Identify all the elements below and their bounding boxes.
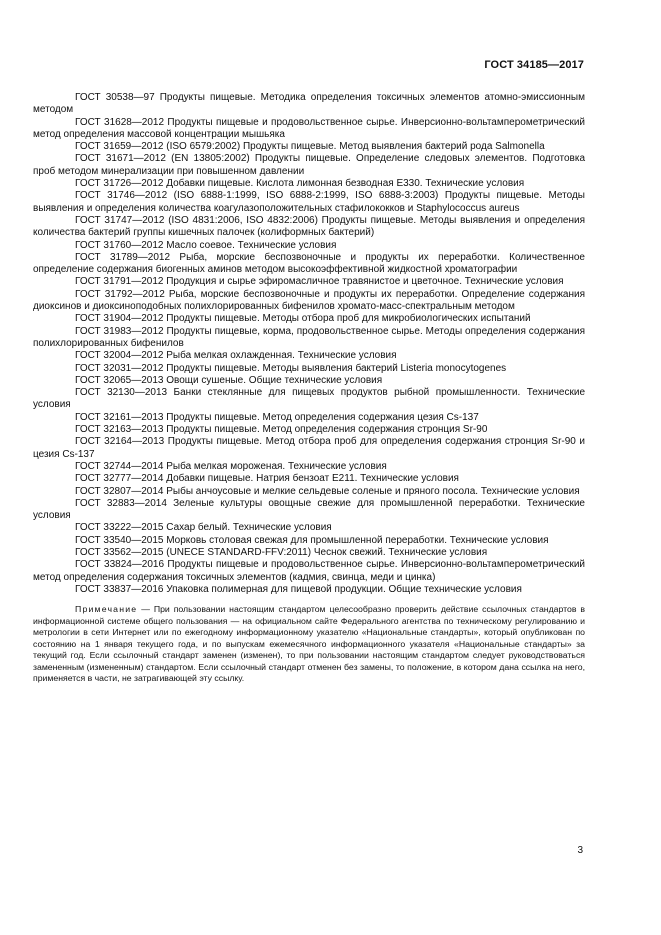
reference-item: ГОСТ 32004—2012 Рыба мелкая охлажденная. Технические условия [75, 350, 397, 362]
reference-item: ГОСТ 31659—2012 (ISO 6579:2002) Продукты пищевые. Метод выявления бактерий рода Salmonella [75, 141, 545, 153]
reference-item: ГОСТ 31791—2012 Продукция и сырье эфиромасличное травянистое и цветочное. Технические условия [75, 276, 564, 288]
note-text: — При пользовании настоящим стандартом целесообразно проверить действие ссылочных стандартов в информационной системе общего пользования — на официальном сайте Федерального агентства по техническому регулированию и метрологии в сети Интернет или по ежегодному информационному указателю «Национальные стандарты», который опубликован по состоянию на 1 января текущего года, и по выпускам ежемесячного информационного указателя «Национальные стандарты» за текущий год. Если ссылочный стандарт заменен (изменен), то при пользовании настоящим стандартом следует руководствоваться замененным (измененным) стандартом. Если ссылочный стандарт отменен без замены, то положение, в котором дана ссылка на него, применяется в части, не затрагивающей эту ссылку. [33, 604, 585, 684]
reference-item: ГОСТ 32777—2014 Добавки пищевые. Натрия бензоат Е211. Технические условия [75, 473, 459, 485]
reference-item: ГОСТ 31746—2012 (ISO 6888-1:1999, ISO 6888-2:1999, ISO 6888-3:2003) Продукты пищевые. Методы выявления и определения количества коагулазоположительных стафилококков и Staphylococcus aureus [33, 190, 585, 214]
reference-item: ГОСТ 32164—2013 Продукты пищевые. Метод отбора проб для определения содержания стронция Sr-90 и цезия Cs-137 [33, 436, 585, 460]
reference-item: ГОСТ 32883—2014 Зеленые культуры овощные свежие для промышленной переработки. Технические условия [33, 497, 585, 522]
reference-item: ГОСТ 33222—2015 Сахар белый. Технические условия [75, 522, 332, 534]
reference-item: ГОСТ 30538—97 Продукты пищевые. Методика определения токсичных элементов атомно-эмиссионным методом [33, 92, 585, 116]
reference-item: ГОСТ 32130—2013 Банки стеклянные для пищевых продуктов рыбной промышленности. Технические условия [33, 387, 585, 411]
reference-item: ГОСТ 31747—2012 (ISO 4831:2006, ISO 4832:2006) Продукты пищевые. Методы выявления и определения количества бактерий группы кишечных палочек (колиформных бактерий) [33, 214, 585, 239]
reference-item: ГОСТ 32807—2014 Рыбы анчоусовые и мелкие сельдевые соленые и пряного посола. Технические условия [75, 485, 580, 497]
reference-item: ГОСТ 31983—2012 Продукты пищевые, корма, продовольственное сырье. Методы определения содержания полихлорированных бифенилов [33, 325, 585, 349]
reference-item: ГОСТ 31628—2012 Продукты пищевые и продовольственное сырье. Инверсионно-вольтамперометрический метод определения массовой концентрации мышьяка [33, 116, 585, 140]
reference-item: ГОСТ 31789—2012 Рыба, морские беспозвоночные и продукты их переработки. Количественное определение содержания биогенных аминов методом высокоэффективной жидкостной хроматографии [33, 251, 585, 276]
normative-references [33, 92, 585, 685]
reference-item: ГОСТ 31671—2012 (EN 13805:2002) Продукты пищевые. Определение следовых элементов. Подготовка проб методом минерализации при повышенном давлении [33, 153, 585, 177]
reference-item: ГОСТ 31726—2012 Добавки пищевые. Кислота лимонная безводная Е330. Технические условия [75, 178, 525, 190]
reference-item: ГОСТ 32161—2013 Продукты пищевые. Метод определения содержания цезия Cs-137 [75, 411, 479, 423]
reference-item: ГОСТ 31792—2012 Рыба, морские беспозвоночные и продукты их переработки. Определение содержания диоксинов и диоксиноподобных полихлорированных бифенилов хромато-масс-спектральным методом [33, 288, 585, 313]
reference-item: ГОСТ 33562—2015 (UNECE STANDARD-FFV:2011) Чеснок свежий. Технические условия [75, 546, 488, 558]
reference-item: ГОСТ 32163—2013 Продукты пищевые. Метод определения содержания стронция Sr-90 [75, 424, 488, 436]
note-label: Примечание [75, 604, 138, 615]
page-number: 3 [577, 845, 583, 856]
note-paragraph [33, 604, 585, 685]
reference-item: ГОСТ 31760—2012 Масло соевое. Технические условия [75, 239, 337, 251]
reference-item: ГОСТ 32031—2012 Продукты пищевые. Методы выявления бактерий Listeria monocytogenes [75, 362, 507, 374]
reference-item: ГОСТ 31904—2012 Продукты пищевые. Методы отбора проб для микробиологических испытаний [75, 313, 531, 325]
reference-item: ГОСТ 33837—2016 Упаковка полимерная для пищевой продукции. Общие технические условия [75, 583, 522, 595]
reference-item: ГОСТ 33540—2015 Морковь столовая свежая для промышленной переработки. Технические условия [75, 534, 549, 546]
reference-item: ГОСТ 33824—2016 Продукты пищевые и продовольственное сырье. Инверсионно-вольтамперометрический метод определения содержания токсичных элементов (кадмия, свинца, меди и цинка) [33, 559, 585, 583]
reference-item: ГОСТ 32744—2014 Рыба мелкая мороженая. Технические условия [75, 460, 387, 472]
standard-designation: ГОСТ 34185—2017 [484, 59, 584, 71]
reference-item: ГОСТ 32065—2013 Овощи сушеные. Общие технические условия [75, 374, 383, 386]
